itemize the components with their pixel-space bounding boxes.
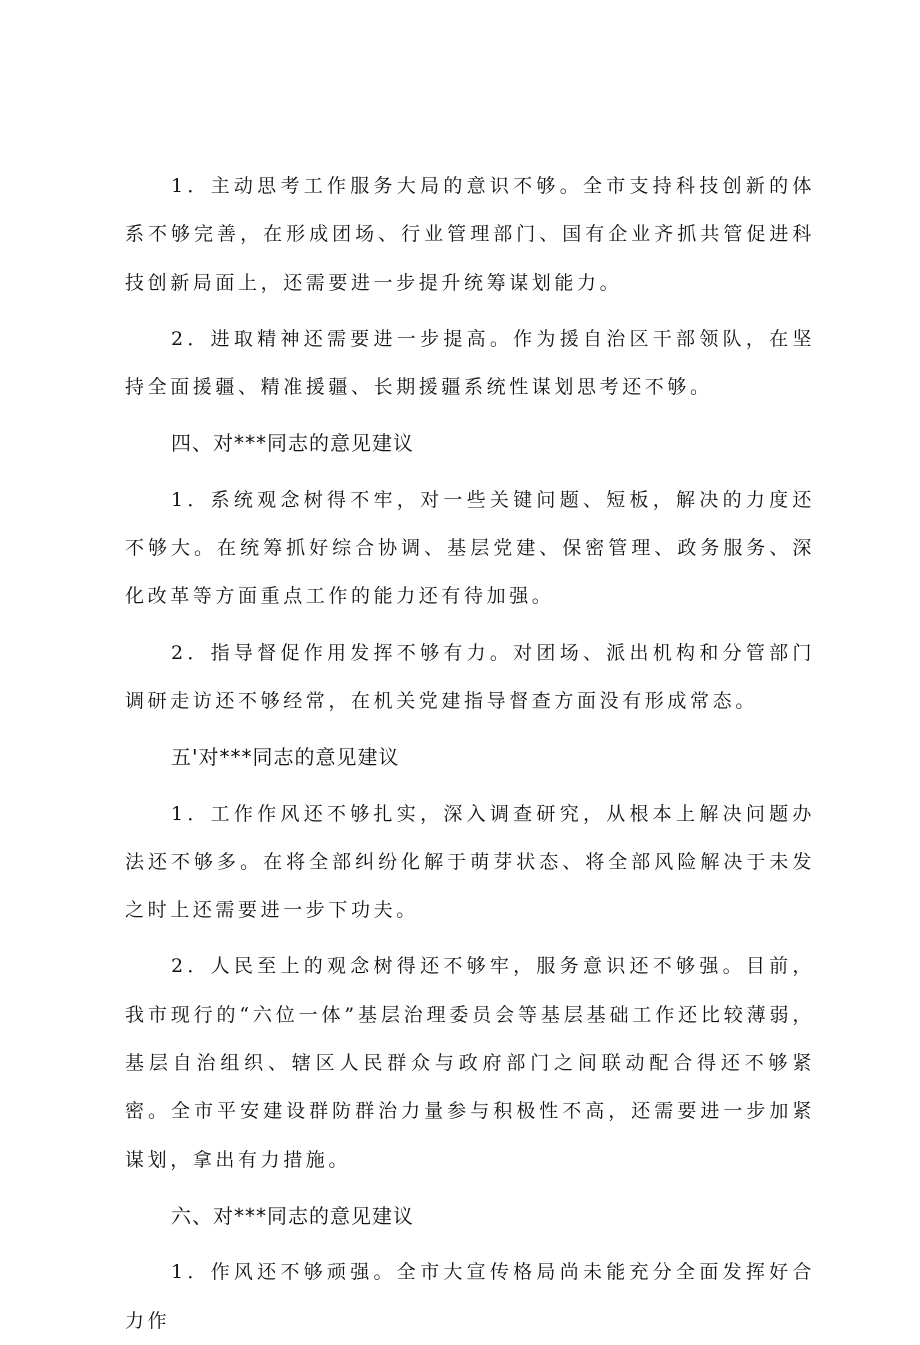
paragraph-6-1: 1．作风还不够顽强。全市大宣传格局尚未能充分全面发挥好合力作 (125, 1261, 815, 1332)
document-body (125, 162, 815, 1345)
section-heading-6: 六、对***同志的意见建议 (171, 1203, 414, 1228)
paragraph-5-2: 2．人民至上的观念树得还不够牢，服务意识还不够强。目前，我市现行的“六位一体”基层治理委员会等基层基础工作还比较薄弱，基层自治组织、辖区人民群众与政府部门之间联动配合得还不够紧密。全市平安建设群防群治力量参与积极性不高，还需要进一步加紧谋划，拿出有力措施。 (125, 955, 815, 1171)
paragraph-4-1: 1．系统观念树得不牢，对一些关键问题、短板，解决的力度还不够大。在统筹抓好综合协调、基层党建、保密管理、政务服务、深化改革等方面重点工作的能力还有待加强。 (125, 488, 815, 608)
section-heading-4: 四、对***同志的意见建议 (171, 431, 414, 456)
paragraph-5-1: 1．工作作风还不够扎实，深入调查研究，从根本上解决问题办法还不够多。在将全部纠纷化解于萌芽状态、将全部风险解决于未发之时上还需要进一步下功夫。 (125, 802, 815, 922)
paragraph-3-1: 1．主动思考工作服务大局的意识不够。全市支持科技创新的体系不够完善，在形成团场、行业管理部门、国有企业齐抓共管促进科技创新局面上，还需要进一步提升统筹谋划能力。 (125, 175, 815, 294)
paragraph-3-2: 2．进取精神还需要进一步提高。作为援自治区干部领队，在坚持全面援疆、精准援疆、长期援疆系统性谋划思考还不够。 (125, 327, 815, 399)
section-heading-5: 五'对***同志的意见建议 (171, 745, 400, 770)
paragraph-4-2: 2．指导督促作用发挥不够有力。对团场、派出机构和分管部门调研走访还不够经常，在机关党建指导督查方面没有形成常态。 (125, 641, 815, 712)
